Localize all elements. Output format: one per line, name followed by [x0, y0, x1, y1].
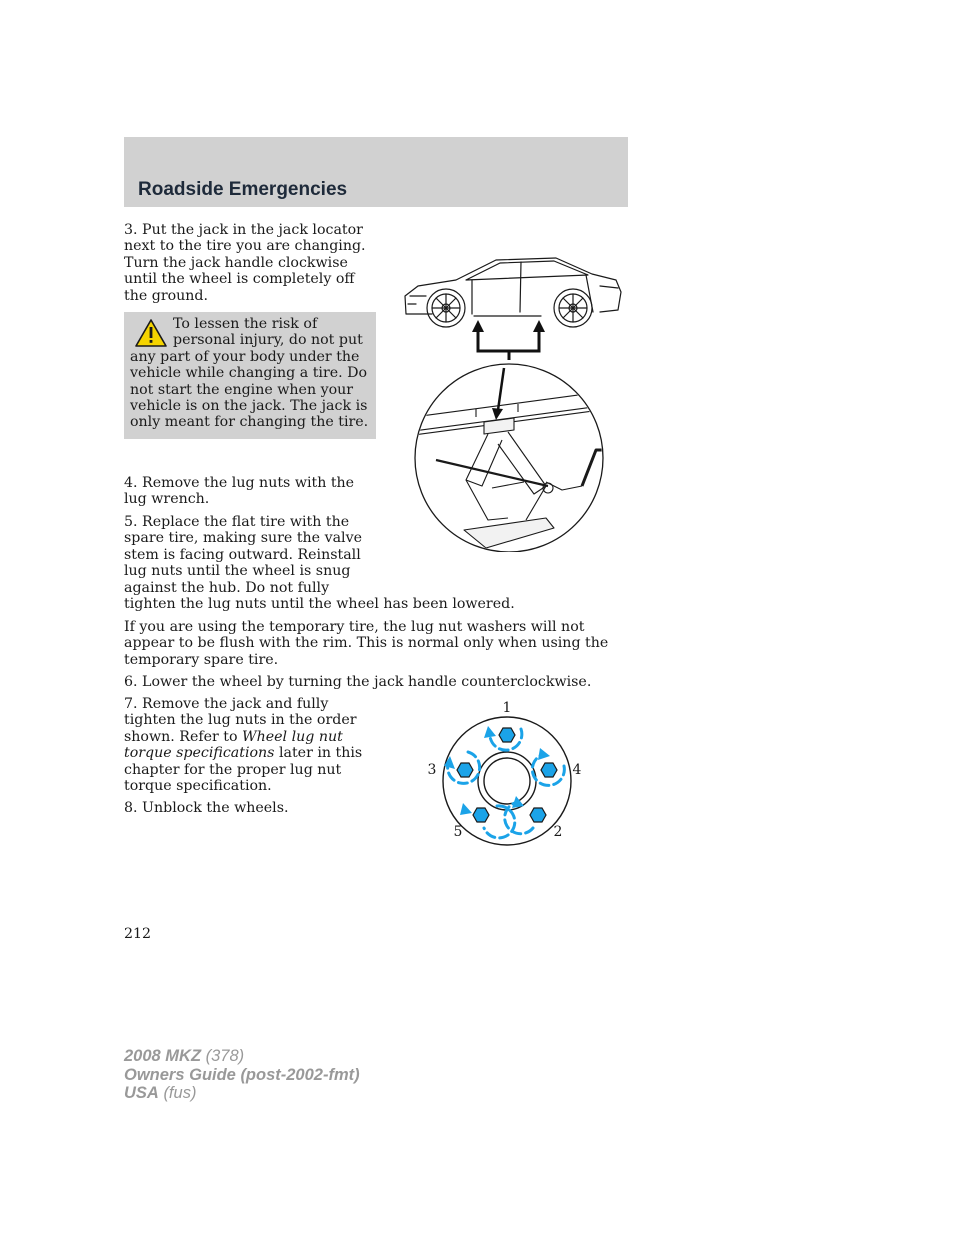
- jack-placement-illustration: [396, 250, 628, 552]
- sequence-label-3: 3: [427, 762, 437, 778]
- torque-spec-reference: Wheel lug nut torque specifications: [124, 728, 343, 762]
- step-7-intro: 7. Remove the jack and fully tighten the lug nuts in the order shown. Refer to: [124, 696, 357, 745]
- step-7-text: [124, 696, 376, 794]
- car-pillar: [520, 262, 521, 312]
- document-footer: [124, 1047, 360, 1103]
- jack-point-arrow-front: [472, 320, 484, 332]
- jack-point-bracket: [478, 330, 539, 351]
- step-4-text: 4. Remove the lug nuts with the lug wrench.: [124, 475, 355, 508]
- step-8-text: 8. Unblock the wheels.: [124, 800, 289, 816]
- sequence-label-5: 5: [453, 824, 463, 840]
- step-5-text: 5. Replace the flat tire with the spare tire, making sure the valve stem is facing outward. Reinstall lug nuts until the wheel is snug against the hub. Do not fully tighten the lug nuts until the wheel has been lowered.: [124, 514, 515, 613]
- lug-nut-4: [541, 763, 557, 777]
- lug-nut-2: [530, 808, 546, 822]
- lug-nut-3: [457, 763, 473, 777]
- footer-market: USA: [124, 1084, 159, 1102]
- step-3-text: 3. Put the jack in the jack locator next to the tire you are changing. Turn the jack handle clockwise until the wheel is completely off the ground.: [124, 222, 366, 304]
- lug-nut-sequence-diagram: [420, 696, 600, 846]
- sequence-label-1: 1: [502, 700, 512, 716]
- section-title: Roadside Emergencies: [138, 179, 348, 200]
- jack-point-arrow-rear: [533, 320, 545, 332]
- sequence-label-2: 2: [553, 824, 563, 840]
- footer-guide: Owners Guide (post-2002-fmt): [124, 1065, 360, 1084]
- step-6-text: 6. Lower the wheel by turning the jack handle counterclockwise.: [124, 674, 592, 690]
- lug-nut-1: [499, 728, 515, 742]
- footer-model-code: (378): [205, 1047, 245, 1065]
- lug-nut-5: [473, 808, 489, 822]
- warning-text: To lessen the risk of personal injury, do not put any part of your body under the vehicle while changing a tire. Do not start the engine when your vehicle is on the jack. The jack is only meant for changing the tire.: [130, 316, 369, 431]
- page-number: 212: [124, 926, 152, 942]
- footer-model: 2008 MKZ: [124, 1047, 202, 1065]
- section-header: [124, 137, 628, 207]
- step-7-outro: later in this chapter for the proper lug nut torque specification.: [124, 745, 363, 795]
- sequence-label-4: 4: [572, 762, 582, 778]
- footer-market-code: (fus): [163, 1084, 197, 1102]
- warning-box: [124, 312, 376, 439]
- temporary-tire-note: If you are using the temporary tire, the lug nut washers will not appear to be flush with the rim. This is normal only when using the temporary spare tire.: [124, 619, 609, 668]
- warning-triangle-icon: [134, 318, 168, 348]
